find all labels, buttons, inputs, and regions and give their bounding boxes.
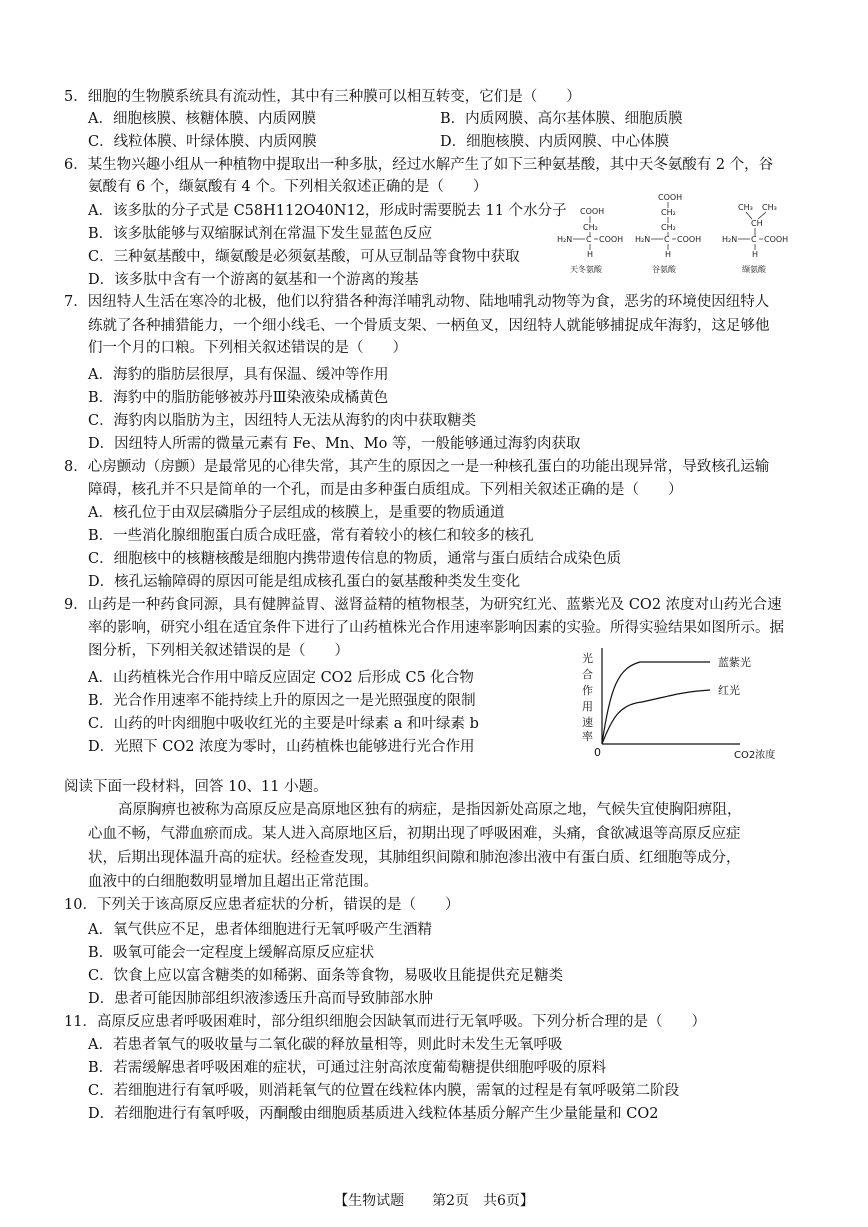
- q5-option-b: B．内质网膜、高尔基体膜、细胞质膜: [440, 111, 683, 127]
- svg-text:速: 速: [582, 716, 593, 729]
- svg-text:CH₂: CH₂: [661, 208, 676, 217]
- q7-stem-1: 7．因纽特人生活在寒冷的北极，他们以狩猎各种海洋哺乳动物、陆地哺乳动物等为食，恶劣的环境使因纽特人: [64, 294, 770, 310]
- glutamic-acid-label: 谷氨酸: [652, 265, 676, 274]
- svg-text:CH₃: CH₃: [762, 203, 777, 212]
- q6-stem-1: 6．某生物兴趣小组从一种植物中提取出一种多肽，经过水解产生了如下三种氨基酸，其中天冬氨酸有 2 个，谷: [64, 157, 774, 173]
- q7-stem-2: 练就了各种捕猎能力，一个细小线毛、一个骨质支架、一柄鱼叉，因纽特人就能够捕捉成年海豹，这足够他: [88, 318, 770, 334]
- svg-text:H: H: [665, 250, 672, 259]
- q11-option-d: D．若细胞进行有氧呼吸，丙酮酸由细胞质基质进入线粒体基质分解产生少量能量和 CO2: [88, 1106, 659, 1122]
- svg-text:H₂N: H₂N: [635, 235, 651, 244]
- q9-option-c: C．山药的叶肉细胞中吸收红光的主要是叶绿素 a 和叶绿素 b: [88, 716, 479, 732]
- svg-text:H: H: [587, 250, 594, 259]
- q7-option-a: A．海豹的脂肪层很厚，具有保温、缓冲等作用: [88, 367, 389, 383]
- svg-text:光: 光: [582, 652, 593, 665]
- chart-y-label: [582, 651, 593, 743]
- q10-option-c: C．饮食上应以富含糖类的如稀粥、面条等食物，易吸收且能提供充足糖类: [88, 968, 564, 984]
- q6-stem-2: 氨酸有 6 个，缬氨酸有 4 个。下列相关叙述正确的是（ ）: [88, 179, 488, 195]
- svg-text:C: C: [586, 235, 592, 244]
- svg-text:合: 合: [582, 668, 593, 681]
- chart-origin: 0: [594, 746, 601, 759]
- svg-text:CH₂: CH₂: [661, 223, 676, 232]
- q7-option-b: B．海豹中的脂肪能够被苏丹Ⅲ染液染成橘黄色: [88, 390, 389, 406]
- q11-option-a: A．若患者氧气的吸收量与二氧化碳的释放量相等，则此时未发生无氧呼吸: [88, 1037, 563, 1053]
- material-paragraph-2: 心血不畅，气滞血瘀而成。某人进入高原地区后，初期出现了呼吸困难，头痛，食欲减退等高原反应症: [88, 826, 741, 842]
- q8-option-d: D．核孔运输障碍的原因可能是组成核孔蛋白的氨基酸种类发生变化: [88, 574, 521, 590]
- series-red-label: 红光: [718, 684, 740, 697]
- q7-option-c: C．海豹肉以脂肪为主，因纽特人无法从海豹的肉中获取糖类: [88, 413, 477, 429]
- valine-label: 缬氨酸: [742, 265, 766, 274]
- q11-stem: 11．高原反应患者呼吸困难时，部分组织细胞会因缺氧而进行无氧呼吸。下列分析合理的是（ ）: [64, 1014, 706, 1030]
- q9-option-b: B．光合作用速率不能持续上升的原因之一是光照强度的限制: [88, 693, 476, 709]
- material-paragraph-3: 状，后期出现体温升高的症状。经检查发现，其肺组织间隙和肺泡渗出液中有蛋白质、红细胞等成分，: [88, 850, 741, 866]
- q9-stem-3: 图分析，下列相关叙述错误的是（ ）: [88, 643, 349, 659]
- q5-option-c: C．线粒体膜、叶绿体膜、内质网膜: [88, 134, 317, 150]
- q7-option-d: D．因纽特人所需的微量元素有 Fe、Mn、Mo 等，一般能够通过海豹肉获取: [88, 436, 581, 452]
- svg-text:COOH: COOH: [580, 207, 605, 216]
- svg-text:H: H: [752, 250, 759, 259]
- amino-acid-structures: [552, 192, 808, 280]
- material-paragraph-4: 血液中的白细胞数明显增加且超出正常范围。: [88, 874, 378, 890]
- svg-text:CH₂: CH₂: [583, 223, 598, 232]
- svg-text:COOH: COOH: [677, 235, 702, 244]
- q11-option-b: B．若需缓解患者呼吸困难的症状，可通过注射高浓度葡萄糖提供细胞呼吸的原料: [88, 1060, 607, 1076]
- svg-text:C: C: [751, 235, 757, 244]
- q10-stem: 10．下列关于该高原反应患者症状的分析，错误的是（ ）: [64, 897, 460, 913]
- q10-option-a: A．氧气供应不足，患者体细胞进行无氧呼吸产生酒精: [88, 922, 432, 938]
- q8-stem-2: 障碍，核孔并不只是简单的一个孔，而是由多种蛋白质组成。下列相关叙述正确的是（ ）: [88, 482, 683, 498]
- q9-option-a: A．山药植株光合作用中暗反应固定 CO2 后形成 C5 化合物: [88, 670, 474, 686]
- q5-stem: 5．细胞的生物膜系统具有流动性，其中有三种膜可以相互转变，它们是（ ）: [64, 89, 581, 105]
- q5-option-d: D．细胞核膜、内质网膜、中心体膜: [440, 134, 670, 150]
- q10-option-b: B．吸氧可能会一定程度上缓解高原反应症状: [88, 945, 375, 961]
- q8-stem-1: 8．心房颤动（房颤）是最常见的心律失常，其产生的原因之一是一种核孔蛋白的功能出现异常，导致核孔运输: [64, 459, 770, 475]
- q6-option-b: B．该多肽能够与双缩脲试剂在常温下发生显蓝色反应: [88, 226, 433, 242]
- q9-stem-2: 率的影响，研究小组在适宜条件下进行了山药植株光合作用速率影响因素的实验。所得实验结果如图所示。据: [88, 620, 784, 636]
- q8-option-c: C．细胞核中的核糖核酸是细胞内携带遗传信息的物质，通常与蛋白质结合成染色质: [88, 551, 622, 567]
- svg-text:H₂N: H₂N: [557, 235, 573, 244]
- page-footer: 【生物试题 第2页 共6页】: [334, 1193, 534, 1209]
- q6-option-c: C．三种氨基酸中，缬氨酸是必须氨基酸，可从豆制品等食物中获取: [88, 249, 520, 265]
- q9-option-d: D．光照下 CO2 浓度为零时，山药植株也能够进行光合作用: [88, 739, 475, 755]
- svg-text:用: 用: [582, 700, 593, 713]
- chart-x-label: CO2浓度: [734, 750, 776, 761]
- series-red-curve: [602, 690, 710, 744]
- q6-option-d: D．该多肽中含有一个游离的氨基和一个游离的羧基: [88, 272, 419, 288]
- svg-text:COOH: COOH: [599, 235, 624, 244]
- svg-text:COOH: COOH: [764, 235, 789, 244]
- material-intro: 阅读下面一段材料，回答 10、11 小题。: [64, 779, 328, 795]
- svg-text:CH₃: CH₃: [738, 203, 753, 212]
- svg-text:COOH: COOH: [658, 193, 683, 202]
- photosynthesis-chart: [580, 648, 785, 766]
- q8-option-b: B．一些消化腺细胞蛋白质合成旺盛，常有着较小的核仁和较多的核孔: [88, 528, 534, 544]
- q10-option-d: D．患者可能因肺部组织液渗透压升高而导致肺部水肿: [88, 991, 434, 1007]
- aspartic-acid-label: 天冬氨酸: [570, 265, 602, 274]
- series-blue-violet-label: 蓝紫光: [718, 656, 751, 669]
- svg-text:率: 率: [582, 730, 593, 743]
- svg-text:H₂N: H₂N: [722, 235, 738, 244]
- svg-text:C: C: [664, 235, 670, 244]
- material-paragraph-1: 高原胸痹也被称为高原反应是高原地区独有的病症，是指因新处高原之地，气候失宜使胸阳痹阻，: [118, 802, 742, 818]
- svg-text:作: 作: [582, 684, 593, 697]
- q5-option-a: A．细胞核膜、核糖体膜、内质网膜: [88, 111, 316, 127]
- q6-option-a: A．该多肽的分子式是 C58H112O40N12，形成时需要脱去 11 个水分子: [88, 203, 567, 219]
- svg-text:CH: CH: [751, 219, 763, 228]
- series-blue-violet-curve: [602, 662, 710, 744]
- q11-option-c: C．若细胞进行有氧呼吸，则消耗氧气的位置在线粒体内膜，需氧的过程是有氧呼吸第二阶段: [88, 1083, 680, 1099]
- q9-stem-1: 9．山药是一种药食同源，具有健脾益胃、滋肾益精的植物根茎，为研究红光、蓝紫光及 CO2 浓度对山药光合速: [64, 597, 782, 613]
- q8-option-a: A．核孔位于由双层磷脂分子层组成的核膜上，是重要的物质通道: [88, 505, 505, 521]
- q7-stem-3: 们一个月的口粮。下列相关叙述错误的是（ ）: [88, 340, 407, 356]
